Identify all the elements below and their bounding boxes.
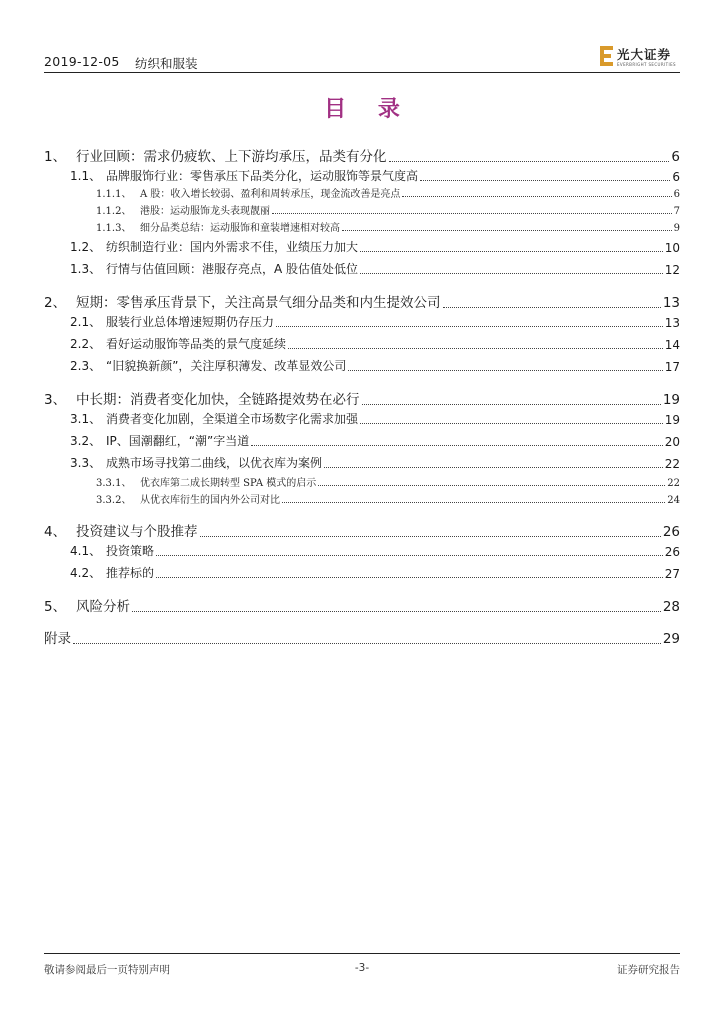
toc-dot-leader [420,180,670,181]
toc-dot-leader [272,213,672,214]
logo-subtext: EVERBRIGHT SECURITIES [617,62,676,67]
toc-entry-page: 7 [673,206,680,217]
toc-entry-title: 推荐标的 [106,566,155,580]
toc-entry[interactable] [96,202,680,217]
toc-entry-number: 3.1、 [70,412,102,426]
toc-entry-number: 4、 [44,524,67,540]
toc-entry-number: 1.1.1、 [96,189,132,200]
page-number: -3- [354,962,370,974]
toc-entry[interactable] [70,357,680,374]
toc-dot-leader [156,577,663,578]
toc-entry-number: 1、 [44,149,67,165]
toc-entry-number: 3、 [44,392,67,408]
toc-dot-leader [389,161,670,162]
toc-entry-title: IP、国潮翻红，“潮”字当道 [106,434,250,448]
toc-entry[interactable] [96,491,680,506]
toc-entry[interactable] [70,335,680,352]
toc-entry-page: 22 [664,457,680,471]
toc-dot-leader [73,643,661,644]
toc-entry-page: 19 [662,392,680,408]
toc-dot-leader [360,423,663,424]
toc-entry-page: 13 [662,295,680,311]
toc-entry[interactable] [44,520,680,540]
toc-entry-number: 4.2、 [70,566,102,580]
toc-entry-title: “旧貌换新颜”，关注厚积薄发、改革显效公司 [106,359,347,373]
toc-entry-title: 附录 [44,631,71,647]
toc-entry-page: 10 [664,241,680,255]
toc-entry-page: 14 [664,338,680,352]
toc-entry[interactable] [70,410,680,427]
footer-report-type: 证券研究报告 [617,964,680,976]
toc-entry-title: 投资策略 [106,544,155,558]
toc-entry-page: 22 [667,478,680,489]
toc-entry[interactable] [70,238,680,255]
toc-entry-number: 1.1.2、 [96,206,132,217]
toc-dot-leader [348,370,662,371]
toc-entry-title: 看好运动服饰等品类的景气度延续 [106,337,287,351]
toc-entry-number: 4.1、 [70,544,102,558]
toc-dot-leader [318,485,665,486]
toc-entry[interactable] [70,564,680,581]
toc-entry-number: 5、 [44,599,67,615]
toc-entry[interactable] [96,185,680,200]
toc-entry[interactable] [70,313,680,330]
toc-entry-page: 26 [662,524,680,540]
toc-entry-number: 3.2、 [70,434,102,448]
logo-text: 光大证券 [617,47,672,62]
footer-disclaimer: 敬请参阅最后一页特别声明 [44,964,170,976]
toc-entry-page: 29 [662,631,680,647]
toc-entry[interactable] [70,454,680,471]
toc-entry-title: 纺织制造行业：国内外需求不佳，业绩压力加大 [106,240,359,254]
toc-entry-page: 6 [673,189,680,200]
toc-entry-title: 品牌服饰行业：零售承压下品类分化，运动服饰等景气度高 [106,169,419,183]
toc-entry-number: 3.3、 [70,456,102,470]
toc-entry-title: 服装行业总体增速短期仍存压力 [106,315,275,329]
toc-entry-title: 投资建议与个股推荐 [76,524,198,540]
toc-dot-leader [324,467,663,468]
toc-entry-page: 28 [662,599,680,615]
toc-entry[interactable] [96,474,680,489]
toc-entry-number: 1.2、 [70,240,102,254]
industry-label: 纺织和服装 [135,56,198,71]
toc-entry-page: 6 [671,149,680,165]
toc-entry-number: 2、 [44,295,67,311]
toc-entry-number: 1.3、 [70,262,102,276]
toc-entry[interactable] [70,260,680,277]
toc-dot-leader [342,230,672,231]
toc-entry-number: 2.2、 [70,337,102,351]
toc-dot-leader [282,502,665,503]
toc-entry-number: 2.1、 [70,315,102,329]
toc-entry-title: 中长期：消费者变化加快，全链路提效势在必行 [76,392,360,408]
toc-dot-leader [132,611,661,612]
toc-entry-title: 短期：零售承压背景下，关注高景气细分品类和内生提效公司 [76,295,441,311]
toc-entry[interactable] [44,627,680,647]
report-date: 2019-12-05 [44,54,120,69]
toc-entry-number: 2.3、 [70,359,102,373]
toc-entry-page: 26 [664,545,680,559]
toc-dot-leader [360,273,663,274]
toc-entry-title: 风险分析 [76,599,130,615]
toc-entry-title: 行业回顾：需求仍疲软、上下游均承压，品类有分化 [76,149,387,165]
toc-entry-title: A 股：收入增长较弱、盈利和周转承压，现金流改善是亮点 [140,189,401,200]
footer-rule [44,953,680,954]
toc-entry[interactable] [44,145,680,165]
toc-entry[interactable] [96,219,680,234]
toc-entry-page: 13 [664,316,680,330]
toc-dot-leader [276,326,663,327]
toc-dot-leader [360,251,663,252]
page-title: 目 录 [324,97,412,122]
toc-entry[interactable] [70,432,680,449]
toc-entry-title: 细分品类总结：运动服饰和童装增速相对较高 [140,223,340,234]
toc-entry-title: 成熟市场寻找第二曲线，以优衣库为案例 [106,456,323,470]
toc-entry-title: 优衣库第二成长期转型 SPA 模式的启示 [140,478,317,489]
toc-entry[interactable] [44,291,680,311]
toc-dot-leader [288,348,663,349]
toc-dot-leader [200,536,661,537]
toc-dot-leader [443,307,661,308]
toc-entry[interactable] [44,595,680,615]
toc-entry-page: 6 [672,170,680,184]
toc-entry-page: 27 [664,567,680,581]
toc-entry-number: 1.1、 [70,169,102,183]
toc-entry-page: 17 [664,360,680,374]
toc-entry-page: 12 [664,263,680,277]
toc-entry-title: 消费者变化加剧，全渠道全市场数字化需求加强 [106,412,359,426]
toc-entry[interactable] [70,167,680,184]
toc-entry[interactable] [70,542,680,559]
toc-entry-number: 3.3.1、 [96,478,132,489]
toc-entry-title: 港股：运动服饰龙头表现靓丽 [140,206,270,217]
toc-entry-number: 1.1.3、 [96,223,132,234]
toc-dot-leader [251,445,663,446]
toc-entry-title: 从优衣库衍生的国内外公司对比 [140,495,280,506]
toc-dot-leader [362,404,661,405]
toc-entry-page: 24 [667,495,680,506]
toc-entry-title: 行情与估值回顾：港服存亮点，A 股估值处低位 [106,262,359,276]
toc-entry[interactable] [44,388,680,408]
toc-dot-leader [156,555,663,556]
toc-entry-number: 3.3.2、 [96,495,132,506]
toc-dot-leader [402,196,671,197]
toc-entry-page: 20 [664,435,680,449]
toc-entry-page: 19 [664,413,680,427]
toc-entry-page: 9 [673,223,680,234]
